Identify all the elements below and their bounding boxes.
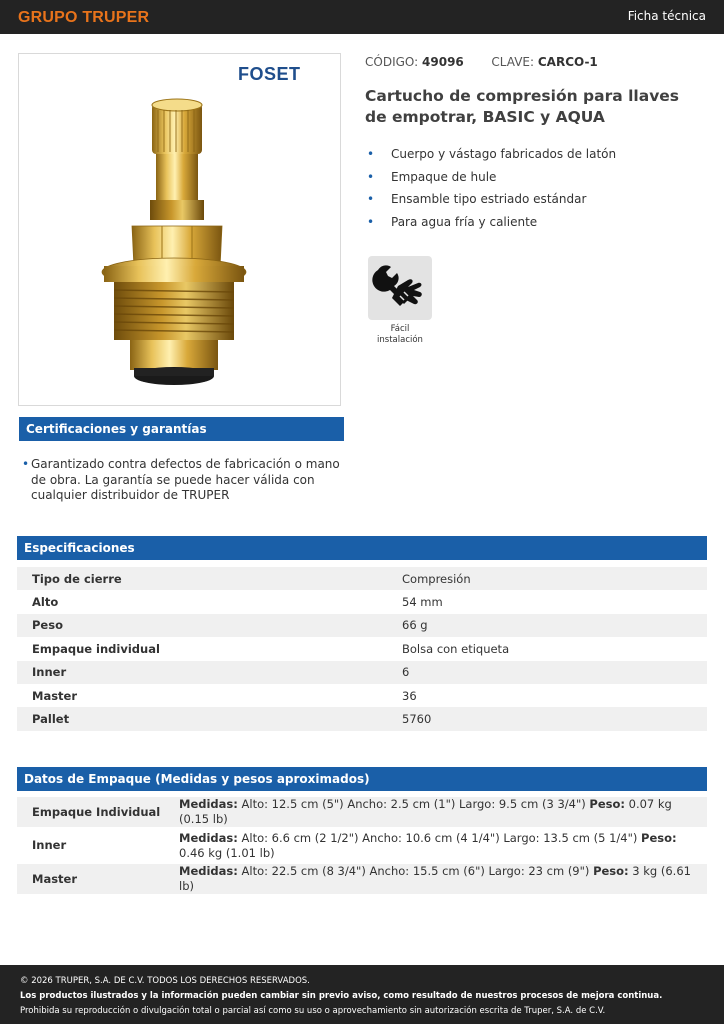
top-bar [0,0,724,34]
footer-notice: Los productos ilustrados y la información pueden cambiar sin previo aviso, como resultado de nuestros procesos de mejora continua. [20,991,663,1001]
table-row: Empaque individual Bolsa con etiqueta [32,641,510,656]
table-row: Tipo de cierre Compresión [17,567,707,590]
table-row: Inner 6 [17,661,707,684]
packaging-table [17,797,707,894]
footer-prohibition: Prohibida su reproducción o divulgación total o parcial así como su uso o aprovechamiento sin autorización escrita de Truper, S.A. de C.V. [20,1006,606,1016]
brand-logo: GRUPO TRUPER [18,9,150,26]
footer-copyright: © 2026 TRUPER, S.A. DE C.V. TODOS LOS DERECHOS RESERVADOS. [20,976,310,986]
key-label: CLAVE: [491,55,535,69]
code-label: CÓDIGO: [365,55,419,69]
feature-list [365,146,616,237]
certifications-text: • Garantizado contra defectos de fabricación o mano de obra. La garantía se puede hacer válida con cualquier distribuidor de TRUPER [22,457,340,502]
specifications-header: Especificaciones [17,536,707,560]
code-value: 49096 [422,55,464,69]
table-row: Empaque Individual Medidas: Alto: 12.5 cm (5") Ancho: 2.5 cm (1") Largo: 9.5 cm (3 3/4") Peso: 0.07 kg (0.15 lb) [17,797,707,827]
table-row: Master Medidas: Alto: 22.5 cm (8 3/4") Ancho: 15.5 cm (6") Largo: 23 cm (9") Peso: 3 kg (6.61 lb) [17,864,707,894]
packaging-header: Datos de Empaque (Medidas y pesos aproximados) [17,767,707,791]
feature-item: • Empaque de hule [367,169,497,184]
table-row: Inner Medidas: Alto: 6.6 cm (2 1/2") Ancho: 10.6 cm (4 1/4") Largo: 13.5 cm (5 1/4") Peso: 0.46 kg (1.01 lb) [32,830,677,860]
bullet-icon: • [367,215,375,230]
doc-type-label: Ficha técnica [627,9,706,23]
feature-item: • Para agua fría y caliente [367,215,538,230]
specifications-table [17,567,707,731]
key-value: CARCO-1 [537,55,598,69]
bullet-icon: • [22,457,30,471]
product-title: Cartucho de compresión para llaves de empotrar, BASIC y AQUA [365,87,680,126]
table-row: Pallet 5760 [17,707,707,730]
certifications-header: Certificaciones y garantías [19,417,344,441]
feature-item: • Ensamble tipo estriado estándar [367,192,587,207]
product-brand-logo: FOSET [238,64,301,84]
table-row: Peso 66 g [17,614,707,637]
bullet-icon: • [367,169,375,184]
feature-icon-caption: Fácil instalación [377,324,423,345]
feature-item: • Cuerpo y vástago fabricados de latón [367,147,617,161]
wrench-hand-icon [368,256,432,320]
product-image [96,96,252,388]
bullet-icon: • [367,192,375,207]
table-row: Alto 54 mm [32,595,443,610]
bullet-icon: • [367,147,375,161]
footer [0,965,724,1024]
product-codes [365,55,598,69]
table-row: Master 36 [32,688,417,703]
